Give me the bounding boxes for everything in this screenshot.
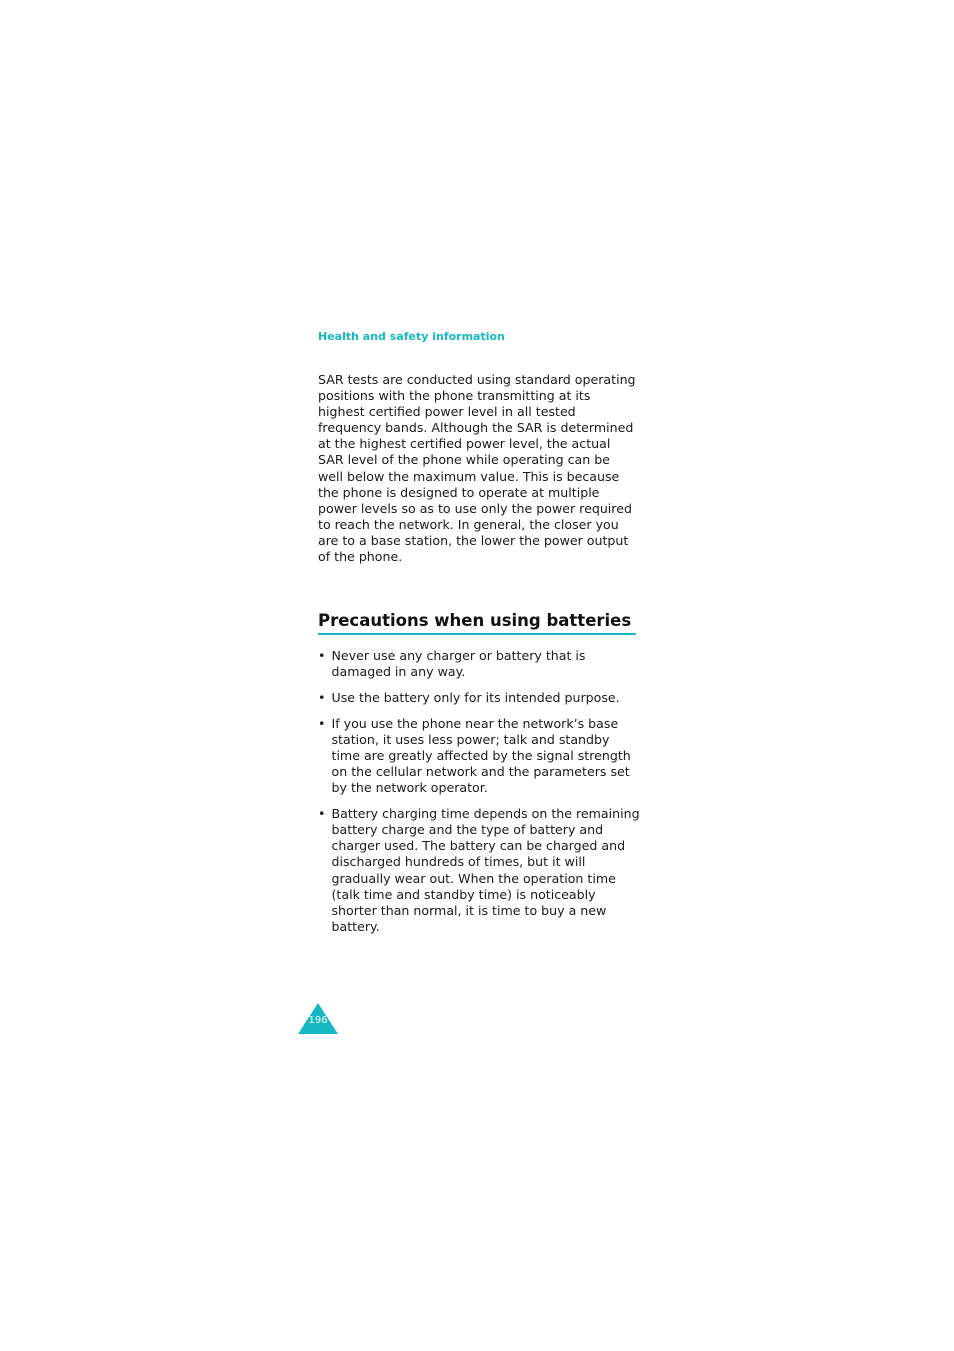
list-item-text: Battery charging time depends on the remaining battery charge and the type of battery and charger used. The battery can be charged and discharged hundreds of times, but it will gradually wear out. When the operation time (talk time and standby time) is noticeably shorter than normal, it is time to buy a new battery. bbox=[331, 806, 640, 934]
bullet-icon: • bbox=[318, 689, 326, 705]
list-item-text: Never use any charger or battery that is damaged in any way. bbox=[331, 648, 586, 680]
sar-paragraph: SAR tests are conducted using standard operating positions with the phone transmitting at its highest certified power level in all tested frequency bands. Although the SAR is determined at the highest certified power level, the actual SAR level of the phone while operating can be well below the maximum value. This is because the phone is designed to operate at multiple power levels so as to use only the power required to reach the network. In general, the closer you are to a base station, the lower the power output of the phone. bbox=[318, 372, 636, 565]
battery-precautions-list bbox=[318, 648, 640, 945]
bullet-icon: • bbox=[318, 648, 326, 663]
list-item-text: If you use the phone near the network’s base station, it uses less power; talk and standby time are greatly affected by the signal strength on the cellular network and the parameters set by the network operator. bbox=[331, 715, 631, 796]
running-header: Health and safety information bbox=[318, 330, 505, 343]
list-item-text: Use the battery only for its intended purpose. bbox=[331, 689, 620, 705]
section-heading: Precautions when using batteries bbox=[318, 611, 632, 630]
page-number: 196 bbox=[308, 1015, 328, 1026]
page-number-badge bbox=[298, 1003, 338, 1035]
bullet-icon: • bbox=[318, 806, 326, 822]
list-item bbox=[318, 716, 640, 796]
bullet-icon: • bbox=[318, 715, 326, 731]
list-item bbox=[318, 690, 640, 706]
heading-underline bbox=[318, 633, 636, 635]
list-item bbox=[318, 648, 640, 680]
list-item bbox=[318, 806, 640, 935]
